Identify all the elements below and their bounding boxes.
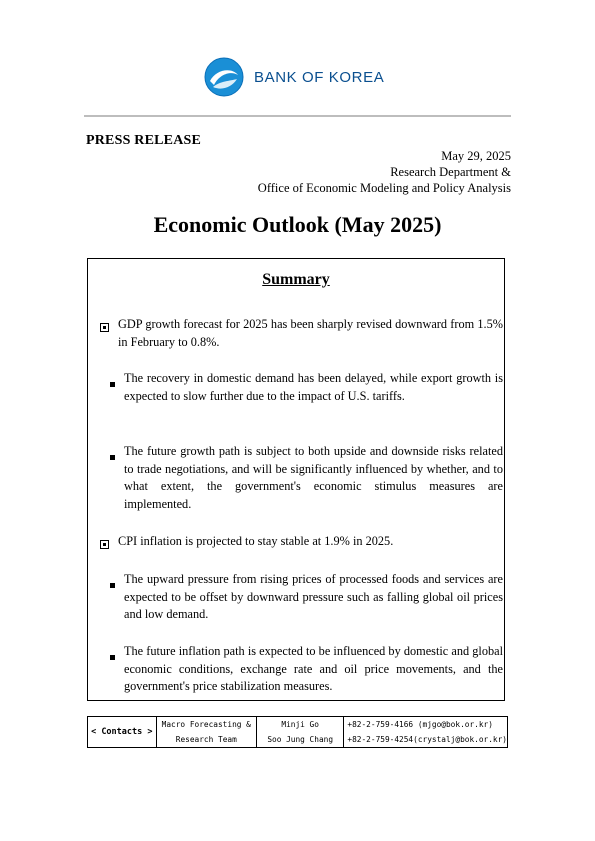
summary-subitem [108, 443, 503, 513]
contact-details: +82-2-759-4254(crystalj@bok.or.kr) [347, 735, 508, 744]
summary-subitem-text: The future growth path is subject to both upside and downside risks related to trade negotiations, and will be significantly influenced by whether, and to what extent, the government's economic stimulus measures are implemented. [124, 444, 503, 511]
bullet-icon [108, 443, 113, 461]
release-date: May 29, 2025 [441, 149, 511, 163]
department-line-2: Office of Economic Modeling and Policy Analysis [257, 181, 511, 195]
contact-name: Minji Go [281, 720, 319, 729]
summary-item-text: CPI inflation is projected to stay stable at 1.9% in 2025. [118, 534, 394, 548]
press-release-label: PRESS RELEASE [86, 133, 202, 148]
summary-heading: Summary [262, 271, 330, 288]
contacts-label: < Contacts > [91, 727, 153, 737]
summary-item [100, 316, 503, 351]
summary-box [87, 258, 505, 701]
summary-subitem [108, 370, 503, 405]
contact-details: +82-2-759-4166 (mjgo@bok.or.kr) [347, 720, 493, 729]
bok-logo [204, 57, 384, 97]
contacts-team-cell [156, 717, 256, 747]
bullet-icon [108, 370, 113, 388]
team-line-2: Research Team [175, 735, 237, 744]
document-title: Economic Outlook (May 2025) [153, 212, 442, 237]
square-bullet-icon [100, 316, 109, 334]
contacts-label-cell [88, 717, 156, 747]
summary-subitem-text: The future inflation path is expected to be influenced by domestic and global economic conditions, exchange rate and oil price movements, and the government's price stabilization measures. [124, 644, 503, 694]
summary-subitem [108, 571, 503, 624]
department-line-1: Research Department & [390, 165, 511, 179]
square-bullet-icon [100, 533, 109, 551]
release-meta [258, 148, 511, 196]
team-line-1: Macro Forecasting & [161, 720, 251, 729]
header-divider [84, 115, 511, 117]
bullet-icon [108, 643, 113, 661]
org-name: BANK OF KOREA [254, 68, 385, 86]
summary-item [100, 533, 503, 551]
summary-item-text: GDP growth forecast for 2025 has been sharply revised downward from 1.5% in February to 0.8%. [118, 317, 503, 349]
bullet-icon [108, 571, 113, 589]
bok-logo-icon [204, 57, 244, 97]
contact-name: Soo Jung Chang [267, 735, 334, 744]
summary-subitem [108, 643, 503, 696]
contacts-name-cell [256, 717, 343, 747]
contacts-phone-cell [343, 717, 507, 747]
contacts-table [87, 716, 508, 748]
summary-subitem-text: The upward pressure from rising prices of processed foods and services are expected to be offset by downward pressure such as falling global oil prices and low demand. [124, 572, 503, 622]
summary-subitem-text: The recovery in domestic demand has been delayed, while export growth is expected to slow further due to the impact of U.S. tariffs. [124, 371, 503, 403]
